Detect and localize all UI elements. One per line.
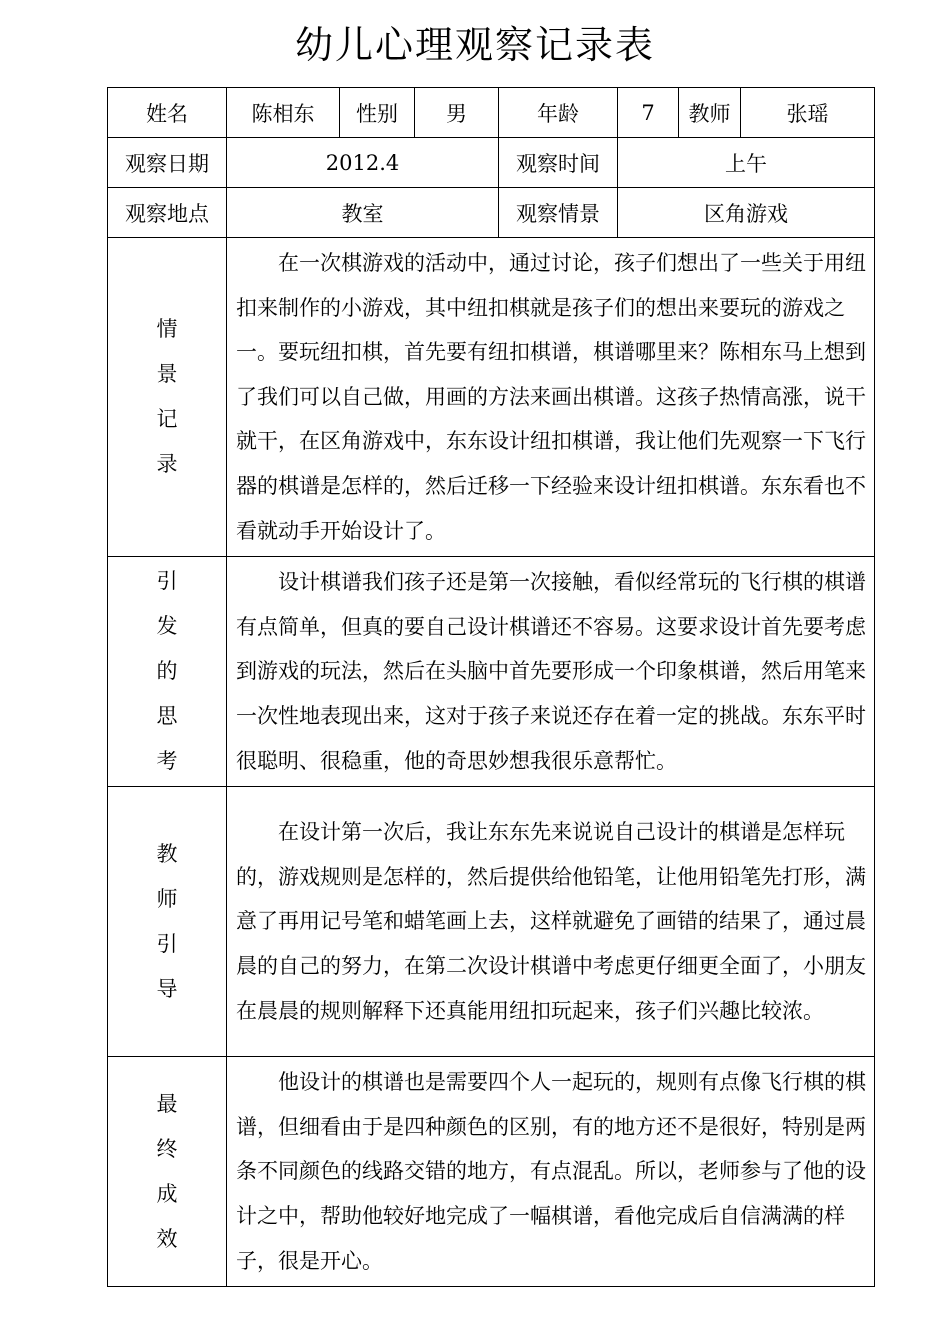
date-label: 观察日期 <box>108 138 227 188</box>
name-label: 姓名 <box>108 88 227 138</box>
name-value: 陈相东 <box>227 88 340 138</box>
time-label: 观察时间 <box>499 138 618 188</box>
info-row-place <box>108 188 875 238</box>
section-label <box>108 557 227 787</box>
info-row-basic <box>108 88 875 138</box>
section-final-result <box>108 1057 875 1287</box>
label-char: 发 <box>156 614 178 639</box>
label-char: 思 <box>156 704 178 729</box>
scene-label: 观察情景 <box>499 188 618 238</box>
teacher-value: 张瑶 <box>741 88 875 138</box>
label-char: 教 <box>156 841 178 866</box>
place-label: 观察地点 <box>108 188 227 238</box>
gender-value: 男 <box>415 88 499 138</box>
section-text: 在一次棋游戏的活动中，通过讨论，孩子们想出了一些关于用纽扣来制作的小游戏，其中纽扣棋就是孩子们的想出来要玩的游戏之一。要玩纽扣棋，首先要有纽扣棋谱，棋谱哪里来？陈相东马上想到了我们可以自己做，用画的方法来画出棋谱。这孩子热情高涨，说干就干，在区角游戏中，东东设计纽扣棋谱，我让他们先观察一下飞行器的棋谱是怎样的，然后迁移一下经验来设计纽扣棋谱。东东看也不看就动手开始设计了。 <box>227 238 875 557</box>
section-text: 设计棋谱我们孩子还是第一次接触，看似经常玩的飞行棋的棋谱有点简单，但真的要自己设计棋谱还不容易。这要求设计首先要考虑到游戏的玩法，然后在头脑中首先要形成一个印象棋谱，然后用笔来一次性地表现出来，这对于孩子来说还存在着一定的挑战。东东平时很聪明、很稳重，他的奇思妙想我很乐意帮忙。 <box>227 557 875 787</box>
place-value: 教室 <box>227 188 499 238</box>
section-teacher-guidance <box>108 787 875 1057</box>
label-char: 考 <box>156 749 178 774</box>
age-value: 7 <box>618 88 679 138</box>
label-char: 导 <box>156 976 178 1001</box>
label-char: 的 <box>156 659 178 684</box>
label-char: 记 <box>156 407 178 432</box>
label-char: 引 <box>156 569 178 594</box>
section-label <box>108 1057 227 1287</box>
gender-label: 性别 <box>340 88 415 138</box>
label-char: 终 <box>156 1136 178 1161</box>
label-char: 最 <box>156 1091 178 1116</box>
label-char: 师 <box>156 886 178 911</box>
label-char: 引 <box>156 931 178 956</box>
teacher-label: 教师 <box>679 88 741 138</box>
label-char: 成 <box>156 1181 178 1206</box>
label-char: 效 <box>156 1226 178 1251</box>
scene-value: 区角游戏 <box>618 188 875 238</box>
observation-table <box>107 87 875 1287</box>
label-char: 情 <box>156 317 178 342</box>
section-text: 在设计第一次后，我让东东先来说说自己设计的棋谱是怎样玩的，游戏规则是怎样的，然后提供给他铅笔，让他用铅笔先打形，满意了再用记号笔和蜡笔画上去，这样就避免了画错的结果了，通过晨晨的自己的努力，在第二次设计棋谱中考虑更仔细更全面了，小朋友在晨晨的规则解释下还真能用纽扣玩起来，孩子们兴趣比较浓。 <box>227 787 875 1057</box>
date-value: 2012.4 <box>227 138 499 188</box>
page-title: 幼儿心理观察记录表 <box>294 23 655 67</box>
time-value: 上午 <box>618 138 875 188</box>
section-label <box>108 787 227 1057</box>
label-char: 录 <box>156 452 178 477</box>
info-row-date <box>108 138 875 188</box>
section-label <box>108 238 227 557</box>
age-label: 年龄 <box>499 88 618 138</box>
section-situation-record <box>108 238 875 557</box>
label-char: 景 <box>156 362 178 387</box>
section-reflection <box>108 557 875 787</box>
section-text: 他设计的棋谱也是需要四个人一起玩的，规则有点像飞行棋的棋谱，但细看由于是四种颜色的区别，有的地方还不是很好，特别是两条不同颜色的线路交错的地方，有点混乱。所以，老师参与了他的设计之中，帮助他较好地完成了一幅棋谱，看他完成后自信满满的样子，很是开心。 <box>227 1057 875 1287</box>
